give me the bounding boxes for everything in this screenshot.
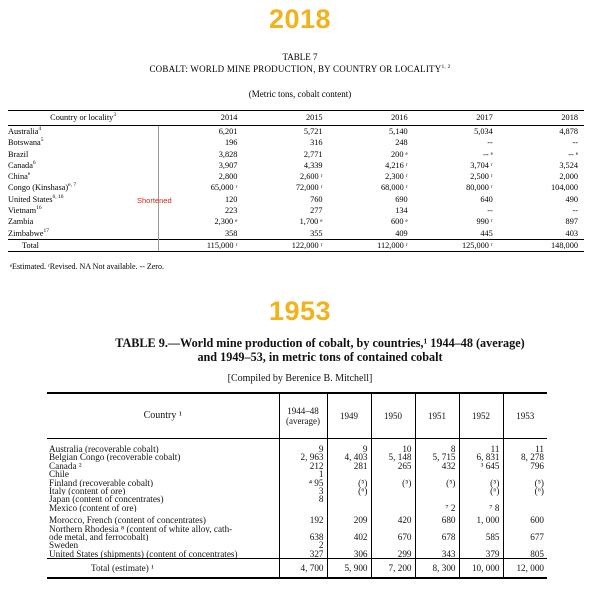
table7-value-cell: -- — [572, 138, 578, 148]
table9-value-cell: (⁵) — [534, 477, 544, 488]
table7-country-name: Zambia — [8, 217, 34, 227]
table9-value-cell: 306 — [327, 550, 371, 559]
table7-number: TABLE 7 — [282, 52, 318, 62]
table9-country-cell: United States (shipments) (content of concentrates) — [47, 550, 279, 559]
table7-country-cell — [8, 160, 158, 171]
table7-year-header: 2014 — [158, 111, 243, 126]
table7-value-cell: 134 — [395, 206, 408, 216]
table9-compiled-by: [Compiled by Berenice B. Mitchell] — [227, 373, 373, 384]
table7-value-cell: 490 — [565, 194, 578, 204]
table7-row — [8, 171, 584, 182]
table9-title — [60, 336, 580, 364]
table9-country-cell: Canada ² — [47, 462, 279, 470]
table7-value-cell: -- ᵉ — [568, 149, 578, 159]
table9-country-cell: Finland (recoverable cobalt) — [47, 479, 279, 487]
table9-value-cell — [503, 495, 547, 503]
table9-total-row — [47, 559, 547, 579]
table9-value-cell: 9 — [279, 439, 327, 454]
table9-value-cell — [415, 487, 459, 495]
table9-value-cell: ⁷ 2 — [415, 504, 459, 512]
table7-total-label: Total — [8, 239, 158, 251]
section-year-2018: 2018 — [268, 4, 332, 34]
table9-value-cell: 265 — [371, 462, 415, 470]
table7-row — [8, 228, 584, 240]
table7-country-name: Brazil — [8, 149, 29, 159]
table7-country-footnote: 16 — [36, 205, 42, 212]
table7-value-cell: 104,000 — [551, 183, 578, 193]
table9-value-cell: 4, 403 — [327, 453, 371, 461]
table9-value-cell: ⁴ 95 — [279, 479, 327, 487]
table9-value-cell: 638 — [279, 533, 327, 541]
table7-country-cell — [8, 205, 158, 216]
table7-value-cell: 897 — [565, 217, 578, 227]
table9-value-cell: ³ 645 — [459, 462, 503, 470]
table7-value-cell: 65,000 ʳ — [210, 183, 238, 193]
table9-row — [47, 439, 547, 454]
table7-country-footnote: 4 — [38, 126, 42, 133]
table7-country-cell — [8, 182, 158, 193]
table7-row — [8, 205, 584, 216]
table7-total-cell: 112,000 ʳ — [329, 239, 414, 251]
table7-row — [8, 194, 584, 205]
table7-value-cell: 277 — [310, 206, 323, 216]
table9-value-cell: 402 — [327, 533, 371, 541]
table9-row — [47, 525, 547, 533]
table7-country-cell — [8, 149, 158, 160]
table9-row — [47, 512, 547, 524]
table7-row — [8, 137, 584, 148]
table9-total-label: Total (estimate) ¹ — [47, 559, 279, 579]
table7-value-cell: -- — [487, 206, 493, 216]
table9-value-cell: (⁶) — [534, 486, 544, 497]
table7-footnote: ᵉEstimated. ʳRevised. NA Not available. -- Zero. — [10, 262, 164, 271]
table9-value-cell: 432 — [415, 462, 459, 470]
table7-value-cell: -- — [487, 138, 493, 148]
table7-total-cell: 122,000 ʳ — [243, 239, 328, 251]
table7-country-name: Zimbabwe — [8, 228, 44, 238]
table9-value-cell: 680 — [415, 512, 459, 524]
table7-total-row — [8, 239, 584, 251]
table7-value-cell: 6,201 — [218, 127, 238, 136]
table7-row — [8, 182, 584, 193]
table7-value-cell: 248 — [395, 138, 408, 148]
table9-value-cell: 8, 278 — [521, 452, 544, 463]
table9-country-cell: Belgian Congo (recoverable cobalt) — [47, 453, 279, 461]
table7-value-cell: 355 — [310, 228, 323, 238]
table7-year-header: 2017 — [414, 111, 499, 126]
table9-value-cell: (⁵) — [415, 479, 459, 487]
table9-row — [47, 504, 547, 512]
table7-value-cell: -- ᵉ — [483, 149, 493, 159]
table7-value-cell: 5,721 — [303, 127, 323, 136]
table9-total-cell: 7, 200 — [371, 559, 415, 579]
table7-country-name: Canada — [8, 160, 33, 170]
table9-row — [47, 533, 547, 541]
table9-value-cell: (⁵) — [459, 479, 503, 487]
table7-row — [8, 126, 584, 138]
table7-total-cell: 148,000 — [499, 239, 584, 251]
table9-total-cell: 10, 000 — [459, 559, 503, 579]
table7-value-cell: 4,339 — [303, 160, 323, 170]
table9-year-header: 1951 — [415, 393, 459, 439]
table7-value-cell: 600 ᵉ — [391, 217, 408, 227]
table7-value-cell: 120 — [224, 194, 238, 204]
table9-value-cell: 8 — [279, 495, 327, 503]
table7-value-cell: 200 ᵉ — [391, 149, 408, 159]
table7-country-header-text: Country or locality — [50, 113, 114, 122]
table9-value-cell — [371, 487, 415, 495]
table9-value-cell: 5, 148 — [371, 453, 415, 461]
table7-row — [8, 160, 584, 171]
table9-value-cell: 281 — [327, 462, 371, 470]
table9-value-cell: 678 — [415, 533, 459, 541]
table7-value-cell: 3,828 — [218, 149, 238, 159]
table9-value-cell: 209 — [327, 512, 371, 524]
table9-value-cell: 11 — [459, 439, 503, 454]
table7-value-cell: 72,000 ʳ — [295, 183, 323, 193]
table7-country-footnote: 6 — [32, 160, 36, 167]
table9-value-cell: 5, 715 — [415, 453, 459, 461]
table7-cobalt-2018 — [8, 110, 584, 252]
table7-value-cell: 2,000 — [559, 172, 578, 182]
table9-total-cell: 5, 900 — [327, 559, 371, 579]
table7-country-footnote: 6, 16 — [52, 194, 64, 201]
table9-value-cell: ⁷ 8 — [459, 504, 503, 512]
table7-country-footnote: 17 — [43, 227, 49, 234]
table9-value-cell: 8 — [415, 439, 459, 454]
table9-row — [47, 495, 547, 503]
table9-row — [47, 479, 547, 487]
table7-value-cell: 5,034 — [474, 127, 493, 136]
table9-value-cell: 10 — [371, 439, 415, 454]
table9-header-row — [47, 393, 547, 439]
table7-value-cell: 1,700 ᵉ — [299, 217, 323, 227]
table9-value-cell: 192 — [279, 512, 327, 524]
table9-year-header: 1953 — [503, 393, 547, 439]
table7-row — [8, 216, 584, 227]
table7-value-cell: 760 — [310, 194, 323, 204]
table9-value-cell: 600 — [530, 515, 544, 526]
table9-value-cell: 327 — [279, 550, 327, 559]
table9-value-cell: 585 — [459, 533, 503, 541]
table9-value-cell: 796 — [530, 460, 544, 471]
table7-value-cell: 4,878 — [559, 127, 578, 136]
table9-value-cell — [327, 504, 371, 512]
table9-value-cell: (⁵) — [327, 479, 371, 487]
table9-value-cell: 343 — [415, 550, 459, 559]
table7-value-cell: 2,771 — [303, 149, 323, 159]
table9-value-cell: 677 — [530, 532, 544, 543]
table9-country-cell: ode metal, and ferrocobalt) — [47, 533, 279, 541]
table9-cobalt-1953 — [47, 392, 547, 579]
table7-value-cell: 409 — [395, 228, 408, 238]
table9-value-cell: 2 — [279, 541, 327, 549]
table7-value-cell: 3,524 — [559, 160, 578, 170]
table9-row — [47, 462, 547, 470]
table7-title — [0, 64, 600, 74]
table9-row — [47, 470, 547, 478]
table7-value-cell: 223 — [224, 206, 238, 216]
table9-title-line2: and 1949–53, in metric tons of contained cobalt — [197, 350, 443, 364]
table9-row — [47, 541, 547, 549]
table7-value-cell: 5,140 — [389, 127, 408, 136]
table9-country-cell: Northern Rhodesia ⁸ (content of white alloy, cath- — [47, 525, 279, 533]
table9-country-cell: Italy (content of ore) — [47, 487, 279, 495]
table7-country-cell — [8, 171, 158, 182]
table9-value-cell: 9 — [327, 439, 371, 454]
table7-value-cell: 2,500 ʳ — [470, 172, 493, 182]
table9-value-cell: 805 — [530, 548, 544, 559]
table9-year-header: 1949 — [327, 393, 371, 439]
table9-value-cell — [503, 504, 547, 512]
table7-value-cell: 2,300 ᵉ — [214, 217, 238, 227]
table7-country-cell — [8, 194, 158, 205]
table7-year-header: 2015 — [243, 111, 328, 126]
table7-country-cell — [8, 126, 158, 138]
table9-country-header: Country ¹ — [47, 393, 279, 439]
table7-country-header — [8, 111, 158, 126]
table7-country-name: Botswana — [8, 138, 41, 148]
table7-country-header-footnote: 3 — [113, 112, 117, 119]
table7-header-row — [8, 111, 584, 126]
table9-value-cell: 1 — [279, 470, 327, 478]
table7-value-cell: 3,704 ʳ — [470, 160, 493, 170]
table9-value-cell: 212 — [279, 462, 327, 470]
table9-country-cell: Morocco, French (content of concentrates) — [47, 512, 279, 524]
table9-avg-header-years: 1944–48 — [287, 406, 319, 416]
table9-value-cell: 670 — [371, 533, 415, 541]
table7-value-cell: 358 — [224, 228, 238, 238]
table9-country-cell: Japan (content of concentrates) — [47, 495, 279, 503]
table7-year-header: 2018 — [499, 111, 584, 126]
table9-title-line1: TABLE 9.—World mine production of cobalt, by countries,¹ 1944–48 (average) — [115, 336, 525, 350]
table7-country-name: United States — [8, 194, 53, 204]
table7-country-footnote: e, 7 — [68, 182, 77, 189]
table7-value-cell: 690 — [395, 194, 408, 204]
table9-value-cell: 1, 000 — [459, 512, 503, 524]
table9-year-header: 1950 — [371, 393, 415, 439]
table9-total-cell: 12, 000 — [503, 559, 547, 579]
table7-value-cell: 2,600 ʳ — [299, 172, 323, 182]
table7-value-cell: 316 — [310, 138, 323, 148]
table7-units: (Metric tons, cobalt content) — [248, 89, 352, 99]
table9-row — [47, 550, 547, 559]
table7-value-cell: 403 — [565, 228, 578, 238]
table9-row — [47, 487, 547, 495]
table7-title-footnote: 1, 2 — [441, 64, 451, 70]
table9-total-cell: 4, 700 — [279, 559, 327, 579]
table9-country-cell: Chile — [47, 470, 279, 478]
table7-value-cell: 2,800 — [218, 172, 238, 182]
table7-value-cell: 196 — [224, 138, 238, 148]
table9-value-cell — [279, 504, 327, 512]
table7-value-cell: 445 — [480, 228, 493, 238]
table9-value-cell: (⁵) — [371, 479, 415, 487]
shortened-annotation: Shortened — [137, 196, 172, 205]
table9-row — [47, 453, 547, 461]
table7-country-footnote: e — [27, 171, 31, 178]
table9-value-cell — [371, 495, 415, 503]
table9-value-cell: 3 — [279, 487, 327, 495]
table9-value-cell: 420 — [371, 512, 415, 524]
table9-value-cell: 6, 831 — [459, 453, 503, 461]
table9-value-cell — [371, 504, 415, 512]
table9-avg-header-label: (average) — [286, 416, 320, 426]
table7-country-name: Vietnam — [8, 206, 37, 216]
table7-country-cell — [8, 137, 158, 148]
table9-value-cell: 2, 963 — [279, 453, 327, 461]
table7-country-cell — [8, 228, 158, 240]
section-year-1953: 1953 — [268, 296, 332, 326]
table7-value-cell: 3,907 — [218, 160, 238, 170]
table7-country-footnote: 5 — [40, 137, 44, 144]
table9-year-header: 1952 — [459, 393, 503, 439]
table9-value-cell: (⁶) — [327, 487, 371, 495]
table9-country-cell: Mexico (content of ore) — [47, 504, 279, 512]
table9-country-cell: Australia (recoverable cobalt) — [47, 439, 279, 454]
table7-title-text: COBALT: WORLD MINE PRODUCTION, BY COUNTRY OR LOCALITY — [149, 64, 442, 74]
table9-total-cell: 8, 300 — [415, 559, 459, 579]
table9-value-cell: (⁶) — [459, 487, 503, 495]
table9-value-cell — [327, 495, 371, 503]
table9-value-cell: 379 — [459, 550, 503, 559]
table7-row — [8, 149, 584, 160]
table9-avg-header — [279, 393, 327, 439]
table7-year-header: 2016 — [329, 111, 414, 126]
table7-value-cell: 990 ʳ — [476, 217, 493, 227]
table9-value-cell: 299 — [371, 550, 415, 559]
table7-value-cell: 640 — [480, 194, 493, 204]
table7-country-name: Congo (Kinshasa) — [8, 183, 69, 193]
table7-country-name: Australia — [8, 127, 39, 136]
table7-total-cell: 125,000 ʳ — [414, 239, 499, 251]
table7-country-cell — [8, 216, 158, 227]
table7-total-cell: 115,000 ʳ — [158, 239, 243, 251]
table9-value-cell: 11 — [535, 444, 544, 454]
table7-value-cell: 68,000 ʳ — [380, 183, 408, 193]
table7-value-cell: 2,300 ʳ — [385, 172, 408, 182]
table7-value-cell: 4,216 ʳ — [385, 160, 408, 170]
table7-country-name: China — [8, 172, 28, 182]
table7-value-cell: -- — [572, 206, 578, 216]
table7-value-cell: 80,000 ʳ — [466, 183, 493, 193]
table9-country-cell: Sweden — [47, 541, 279, 549]
